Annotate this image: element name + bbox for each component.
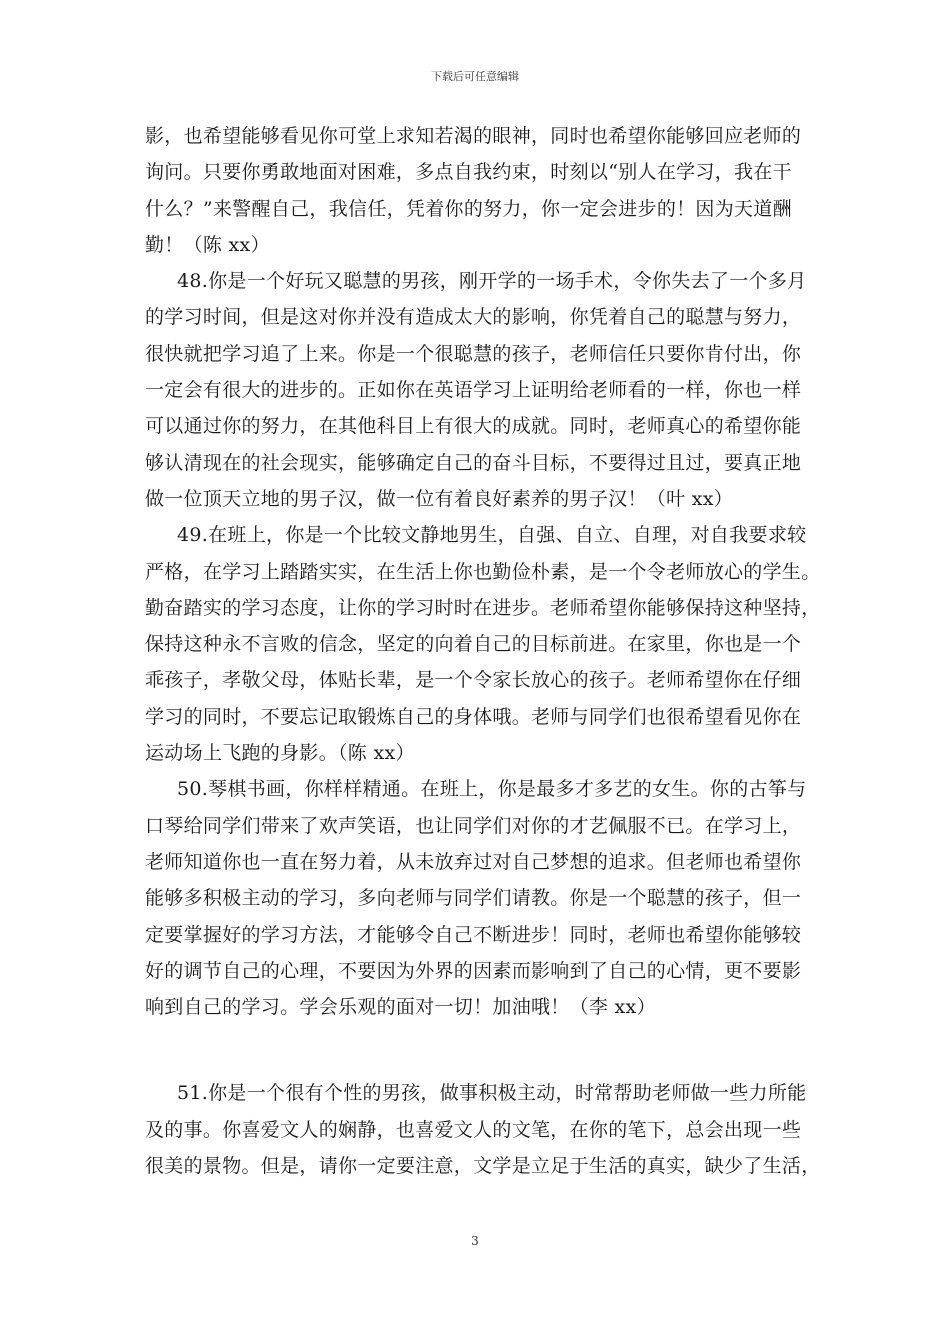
paragraph-spacer [145, 1025, 807, 1075]
text-line: 老师知道你也一直在努力着，从未放弃过对自己梦想的追求。但老师也希望你 [145, 850, 802, 873]
text-line: 乖孩子，孝敬父母，体贴长辈，是一个令家长放心的孩子。老师希望你在仔细 [145, 669, 802, 692]
text-line: 很快就把学习追了上来。你是一个很聪慧的孩子，老师信任只要你肯付出，你 [145, 342, 802, 365]
paragraph-50 [145, 771, 807, 1025]
text-line: 严格，在学习上踏踏实实，在生活上你也勤俭朴素，是一个令老师放心的学生。 [145, 560, 821, 583]
text-line: 能够多积极主动的学习，多向老师与同学们请教。你是一个聪慧的孩子，但一 [145, 887, 802, 910]
text-line: 49.在班上，你是一个比较文静地男生，自强、自立、自理，对自我要求较 [177, 524, 807, 547]
page-header: 下载后可任意编辑 [431, 70, 519, 83]
text-line: 勤奋踏实的学习态度，让你的学习时时在进步。老师希望你能够保持这种坚持， [145, 596, 821, 619]
document-body [145, 118, 821, 1184]
text-line: 学习的同时，不要忘记取锻炼自己的身体哦。老师与同学们也很希望看见你在 [145, 705, 802, 728]
text-line: 够认清现在的社会现实，能够确定自己的奋斗目标，不要得过且过，要真正地 [145, 451, 802, 474]
text-line: 可以通过你的努力，在其他科目上有很大的成就。同时，老师真心的希望你能 [145, 415, 802, 438]
text-line: 一定会有很大的进步的。正如你在英语学习上证明给老师看的一样，你也一样 [145, 379, 802, 402]
text-line: 口琴给同学们带来了欢声笑语，也让同学们对你的才艺佩服不已。在学习上， [145, 814, 802, 837]
text-line: 询问。只要你勇敢地面对困难，多点自我约束，时刻以“别人在学习，我在干 [145, 161, 792, 184]
text-line: 48.你是一个好玩又聪慧的男孩，刚开学的一场手术，令你失去了一个多月 [177, 270, 807, 293]
page-number: 3 [471, 1234, 479, 1248]
paragraph-51 [145, 1075, 821, 1184]
text-line: 很美的景物。但是，请你一定要注意，文学是立足于生活的真实，缺少了生活， [145, 1155, 821, 1178]
text-line: 响到自己的学习。学会乐观的面对一切！加油哦！（李 xx） [145, 996, 656, 1019]
text-line: 的学习时间，但是这对你并没有造成太大的影响，你凭着自己的聪慧与努力， [145, 306, 802, 329]
text-line: 影，也希望能够看见你可堂上求知若渴的眼神，同时也希望你能够回应老师的 [145, 125, 802, 147]
text-line: 运动场上飞跑的身影。（陈 xx） [145, 742, 415, 765]
text-line: 勤！（陈 xx） [145, 233, 270, 256]
text-line: 51.你是一个很有个性的男孩，做事积极主动，时常帮助老师做一些力所能 [177, 1082, 807, 1105]
paragraph-48 [145, 263, 807, 517]
text-line: 好的调节自己的心理，不要因为外界的因素而影响到了自己的心情，更不要影 [145, 959, 802, 982]
text-line: 及的事。你喜爱文人的娴静，也喜爱文人的文笔，在你的笔下，总会出现一些 [145, 1118, 802, 1141]
paragraph-continuation [145, 118, 807, 263]
text-line: 定要掌握好的学习方法，才能够令自己不断进步！同时，老师也希望你能够较 [145, 923, 802, 946]
paragraph-49 [145, 517, 821, 771]
text-line: 保持这种永不言败的信念，坚定的向着自己的目标前进。在家里，你也是一个 [145, 633, 802, 656]
text-line: 50.琴棋书画，你样样精通。在班上，你是最多才多艺的女生。你的古筝与 [177, 778, 807, 801]
text-line: 做一位顶天立地的男子汉，做一位有着良好素养的男子汉！（叶 xx） [145, 487, 734, 510]
text-line: 什么？”来警醒自己，我信任，凭着你的努力，你一定会进步的！因为天道酬 [145, 197, 792, 220]
